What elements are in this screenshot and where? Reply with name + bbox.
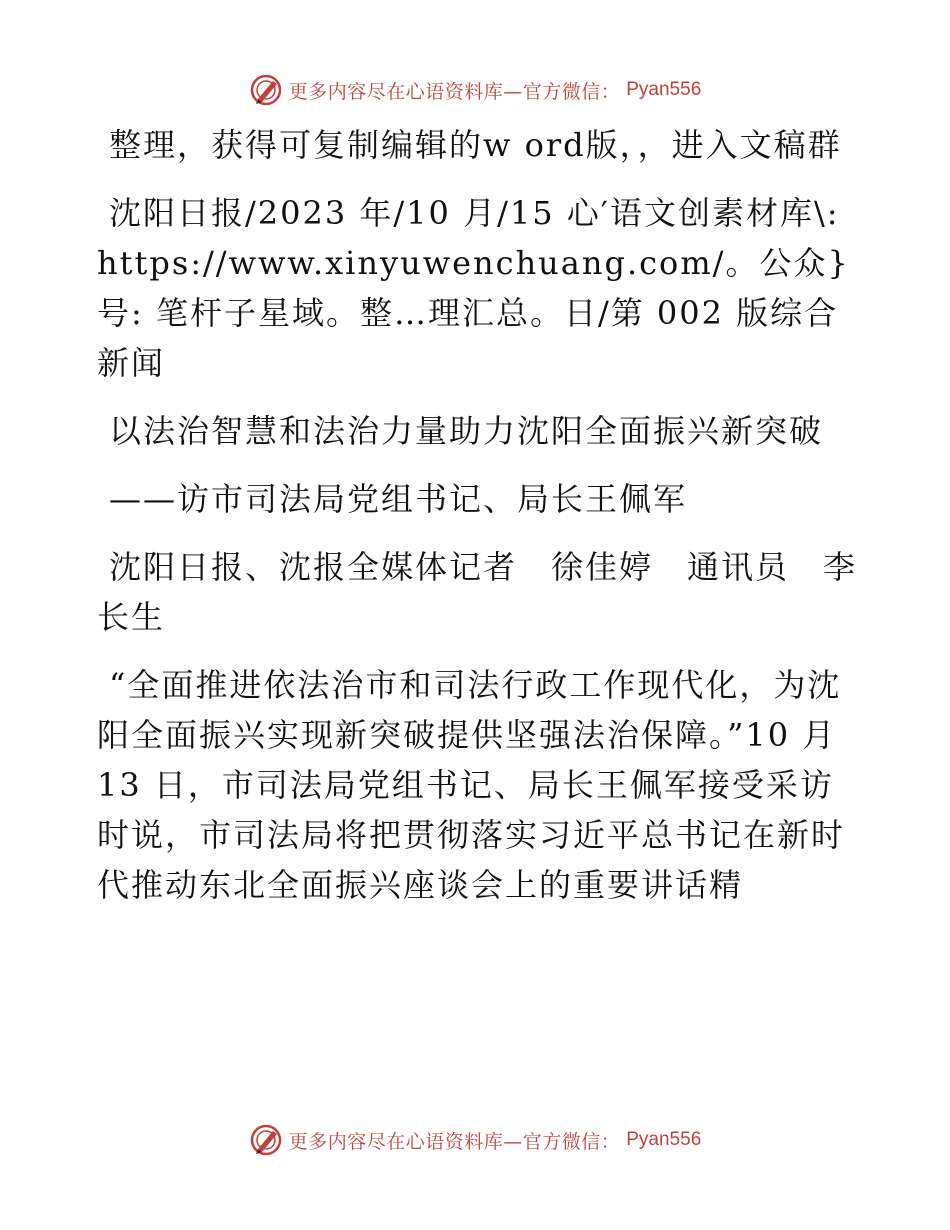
document-body	[97, 120, 857, 1110]
paragraph-intro: 整理，获得可复制编辑的w ord版，，进入文稿群	[109, 126, 842, 164]
footer-watermark-banner	[0, 1120, 950, 1160]
watermark-handle: Pyan556	[626, 1129, 702, 1150]
pen-circle-logo-icon	[249, 73, 283, 107]
article-title: 以法治智慧和法治力量助力沈阳全面振兴新突破	[109, 412, 824, 450]
article-body-paragraph: “全面推进依法治市和司法行政工作现代化，为沈阳全面振兴实现新突破提供坚强法治保障。”10 月 13 日，市司法局党组书记、局长王佩军接受采访时说，市司法局将把贯彻落实习近平总书记在新时代推动东北全面振兴座谈会上的重要讲话精	[97, 666, 846, 904]
watermark-text: 更多内容尽在心语资料库—官方微信：	[288, 80, 621, 103]
pen-circle-logo-icon	[249, 1123, 283, 1157]
header-watermark-banner	[0, 70, 950, 110]
paragraph-source: 沈阳日报/2023 年/10 月/15 心′语文创素材库\: https://www.xinyuwenchuang.com/。公众}号: 笔杆子星域。整…理汇总。日/第 002 版综合新闻	[97, 194, 850, 382]
watermark-text: 更多内容尽在心语资料库—官方微信：	[288, 1130, 621, 1153]
watermark-handle: Pyan556	[626, 79, 702, 100]
article-subtitle: ——访市司法局党组书记、局长王佩军	[109, 480, 688, 518]
article-byline: 沈阳日报、沈报全媒体记者 徐佳婷 通讯员 李长生	[97, 548, 857, 636]
